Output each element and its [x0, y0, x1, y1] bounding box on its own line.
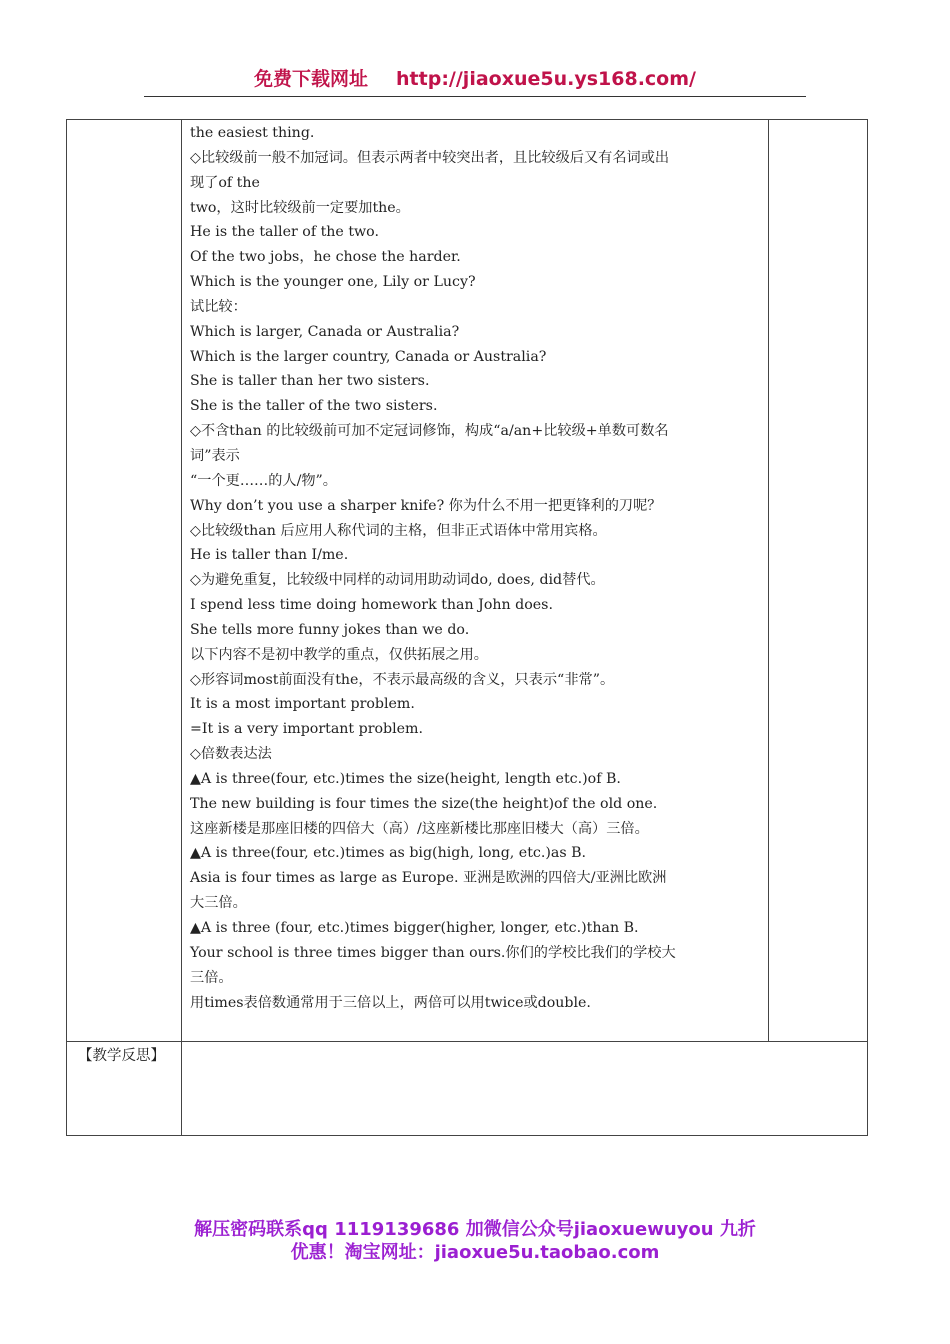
- content-line: 这座新楼是那座旧楼的四倍大（高）/这座新楼比那座旧楼大（高）三倍。: [190, 820, 649, 837]
- content-line: 试比较：: [190, 298, 247, 315]
- footer-line-2: 优惠！淘宝网址：jiaoxue5u.taobao.com: [290, 1242, 660, 1263]
- content-line: ▲A is three(four, etc.)times the size(height, length etc.)of B.: [190, 770, 621, 787]
- content-line: The new building is four times the size(the height)of the old one.: [190, 795, 658, 812]
- content-line: She tells more funny jokes than we do.: [190, 621, 470, 638]
- content-line: ◇形容词most前面没有the，不表示最高级的含义，只表示“非常”。: [190, 671, 615, 688]
- content-line: ◇比较级前一般不加冠词。但表示两者中较突出者，且比较级后又有名词或出: [190, 149, 670, 166]
- content-line: 用times表倍数通常用于三倍以上，两倍可以用twice或double.: [190, 994, 591, 1011]
- content-line: ◇为避免重复，比较级中同样的动词用助动词do, does, did替代。: [190, 572, 605, 589]
- content-line: Your school is three times bigger than ours.你们的学校比我们的学校大: [190, 944, 676, 961]
- content-line: It is a most important problem.: [190, 696, 415, 713]
- content-line: 大三倍。: [190, 895, 247, 912]
- content-line: ▲A is three(four, etc.)times as big(high, long, etc.)as B.: [190, 845, 587, 862]
- lesson-content: [190, 121, 765, 1015]
- content-line: Which is the younger one, Lily or Lucy?: [190, 274, 476, 291]
- content-line: ◇不含than 的比较级前可加不定冠词修饰，构成“a/an+比较级+单数可数名: [190, 423, 669, 440]
- footer-line-1: 解压密码联系qq 1119139686 加微信公众号jiaoxuewuyou 九折: [194, 1219, 756, 1240]
- content-line: two，这时比较级前一定要加the。: [190, 199, 410, 216]
- content-line: Of the two jobs，he chose the harder.: [190, 249, 461, 266]
- content-line: ▲A is three (four, etc.)times bigger(higher, longer, etc.)than B.: [190, 920, 639, 936]
- content-line: ◇比较级than 后应用人称代词的主格，但非正式语体中常用宾格。: [190, 522, 607, 539]
- content-line: =It is a very important problem.: [190, 721, 424, 738]
- header-url[interactable]: http://jiaoxue5u.ys168.com/: [396, 68, 696, 90]
- content-line: I spend less time doing homework than John does.: [190, 597, 553, 614]
- content-line: He is taller than I/me.: [190, 547, 349, 564]
- content-line: She is the taller of the two sisters.: [190, 398, 438, 415]
- page-footer: [120, 1218, 830, 1264]
- content-line: “一个更……的人/物”。: [190, 472, 337, 489]
- table-divider-left: [181, 119, 182, 1136]
- content-line: Asia is four times as large as Europe. 亚洲是欧洲的四倍大/亚洲比欧洲: [190, 870, 667, 887]
- table-row-divider: [66, 1041, 868, 1042]
- content-line: 现了of the: [190, 174, 260, 191]
- reflection-label: 【教学反思】: [78, 1048, 165, 1064]
- content-line: 三倍。: [190, 969, 233, 986]
- page-header: [144, 62, 806, 97]
- content-line: She is taller than her two sisters.: [190, 373, 430, 390]
- content-line: Why don’t you use a sharper knife? 你为什么不用一把更锋利的刀呢？: [190, 497, 662, 514]
- content-line: 词”表示: [190, 447, 240, 464]
- content-line: ◇倍数表达法: [190, 746, 272, 763]
- content-line: 以下内容不是初中教学的重点，仅供拓展之用。: [190, 646, 488, 663]
- content-line: He is the taller of the two.: [190, 224, 379, 241]
- header-label: 免费下载网址: [254, 68, 369, 90]
- table-divider-right: [768, 119, 769, 1041]
- content-line: the easiest thing.: [190, 125, 315, 141]
- content-line: Which is the larger country, Canada or Australia?: [190, 348, 547, 365]
- content-line: Which is larger, Canada or Australia?: [190, 323, 460, 340]
